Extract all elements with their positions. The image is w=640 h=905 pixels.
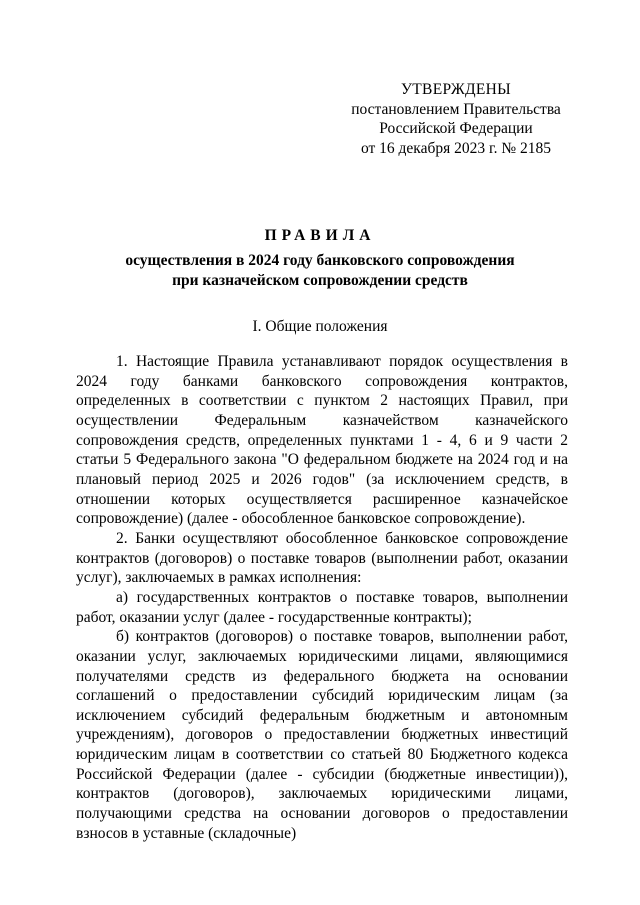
- paragraph-2b: б) контрактов (договоров) о поставке товаров, выполнении работ, оказании услуг, заключаемых юридическими лицами, являющимися получателями средств из федерального бюджета на основании соглашений о предоставлении субсидий юридическим лицам (за исключением субсидий федеральным бюджетным и автономным учреждениям), договоров о предоставлении бюджетных инвестиций юридическим лицам в соответствии со статьей 80 Бюджетного кодекса Российской Федерации (далее - субсидии (бюджетные инвестиции)), контрактов (договоров), заключаемых юридическими лицами, получающими средства на основании договоров о предоставлении взносов в уставные (складочные): [76, 628, 568, 842]
- body-text: [76, 352, 568, 843]
- paragraph-1: 1. Настоящие Правила устанавливают порядок осуществления в 2024 году банками банковского сопровождения контрактов, определенных в соответствии с пунктом 2 настоящих Правил, при осуществлении Федеральным казначейством казначейского сопровождения средств, определенных пунктами 1 - 4, 6 и 9 части 2 статьи 5 Федерального закона "О федеральном бюджете на 2024 год и на плановый период 2025 и 2026 годов" (за исключением средств, в отношении которых осуществляется расширенное казначейское сопровождение) (далее - обособленное банковское сопровождение).: [76, 353, 568, 528]
- approval-title: УТВЕРЖДЕНЫ: [401, 81, 511, 98]
- document-subtitle-line-2: при казначейском сопровождении средств: [172, 271, 468, 289]
- document-title: ПРАВИЛА: [264, 227, 376, 244]
- paragraph-2a: а) государственных контрактов о поставке товаров, выполнении работ, оказании услуг (далее - государственные контракты);: [76, 588, 568, 626]
- approval-line-2: Российской Федерации: [379, 120, 533, 137]
- approval-line-3: от 16 декабря 2023 г. № 2185: [360, 139, 552, 157]
- document-subtitle: [72, 251, 568, 290]
- approval-stamp: [340, 80, 572, 158]
- document-subtitle-line-1: осуществления в 2024 году банковского сопровождения: [125, 252, 515, 269]
- approval-line-1: постановлением Правительства: [351, 100, 561, 118]
- paragraph-2: 2. Банки осуществляют обособленное банковское сопровождение контрактов (договоров) о поставке товаров (выполнении работ, оказании услуг), заключаемых в рамках исполнения:: [76, 529, 568, 587]
- section-heading: I. Общие положения: [252, 318, 388, 335]
